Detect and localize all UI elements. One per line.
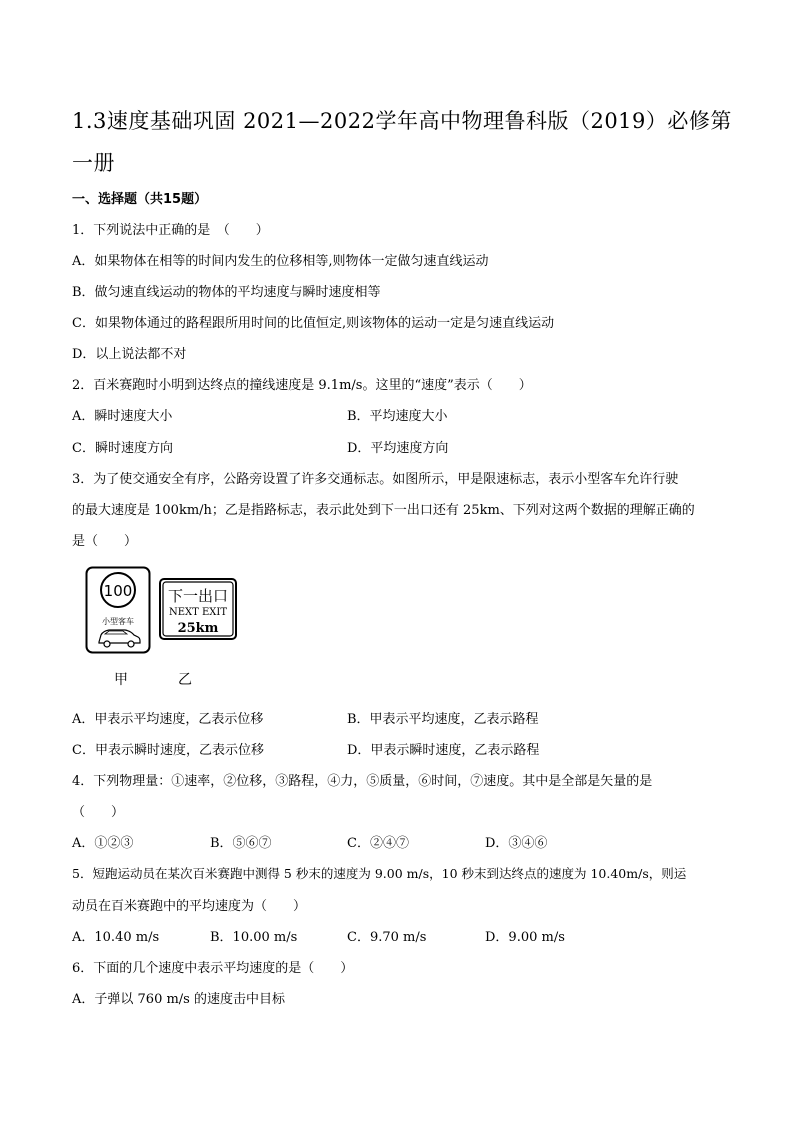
q5-option-b: B．10.00 m/s (210, 930, 298, 945)
exit-sign-title: 下一出口 (167, 587, 229, 605)
q2-stem: 2．百米赛跑时小明到达终点的撞线速度是 9.1m/s。这里的“速度”表示（ ） (72, 378, 532, 393)
q1-option-a: A．如果物体在相等的时间内发生的位移相等,则物体一定做匀速直线运动 (72, 254, 489, 269)
figure-caption-a: 甲 (114, 672, 128, 688)
q4-option-a: A．①②③ (72, 836, 134, 851)
q3-stem-line2: 的最大速度是 100km/h；乙是指路标志，表示此处到下一出口还有 25km、下列对这两个数据的理解正确的 (72, 503, 695, 518)
q3-option-a: A．甲表示平均速度，乙表示位移 (72, 712, 264, 727)
q4-option-b: B．⑤⑥⑦ (210, 836, 272, 851)
figure-caption-b: 乙 (178, 672, 192, 688)
q6-option-a: A．子弹以 760 m/s 的速度击中目标 (72, 992, 285, 1007)
q5-stem-line1: 5．短跑运动员在某次百米赛跑中测得 5 秒末的速度为 9.00 m/s，10 秒末到达终点的速度为 10.40m/s，则运 (72, 866, 687, 881)
q2-option-a: A．瞬时速度大小 (72, 409, 173, 424)
q1-option-c: C．如果物体通过的路程跟所用时间的比值恒定,则该物体的运动一定是匀速直线运动 (72, 316, 555, 331)
q5-option-c: C．9.70 m/s (347, 930, 427, 945)
q2-option-c: C．瞬时速度方向 (72, 441, 173, 456)
speed-limit-sign (85, 566, 151, 654)
q5-stem-line2: 动员在百米赛跑中的平均速度为（ ） (72, 899, 307, 914)
q1-option-d: D．以上说法都不对 (72, 347, 187, 362)
q3-option-d: D．甲表示瞬时速度，乙表示路程 (347, 743, 540, 758)
exit-sign (159, 578, 237, 640)
q3-stem-line1: 3．为了使交通安全有序，公路旁设置了许多交通标志。如图所示，甲是限速标志，表示小型客车允许行驶 (72, 472, 679, 487)
q1-option-b: B．做匀速直线运动的物体的平均速度与瞬时速度相等 (72, 285, 381, 300)
exit-sign-english: NEXT EXIT (168, 607, 228, 618)
q6-stem: 6．下面的几个速度中表示平均速度的是（ ） (72, 961, 354, 976)
q5-option-d: D．9.00 m/s (485, 930, 565, 945)
q1-stem: 1．下列说法中正确的是 （ ） (72, 223, 269, 238)
q4-option-d: D．③④⑥ (485, 836, 548, 851)
page-title: 1.3速度基础巩固 2021—2022学年高中物理鲁科版（2019）必修第一册 (72, 109, 732, 175)
q4-option-c: C．②④⑦ (347, 836, 409, 851)
speed-limit-value: 100 (103, 582, 133, 600)
vehicle-type-label: 小型客车 (102, 617, 134, 626)
section-heading: 一、选择题（共15题） (72, 192, 208, 207)
q3-option-b: B．甲表示平均速度，乙表示路程 (347, 712, 539, 727)
q4-stem-line1: 4．下列物理量：①速率，②位移，③路程，④力，⑤质量，⑥时间，⑦速度。其中是全部是矢量的是 (72, 774, 653, 789)
q3-option-c: C．甲表示瞬时速度，乙表示位移 (72, 743, 264, 758)
q2-option-d: D．平均速度方向 (347, 441, 449, 456)
q4-stem-line2: （ ） (72, 805, 125, 820)
exit-sign-distance: 25km (177, 621, 219, 636)
q3-stem-line3: 是（ ） (72, 534, 138, 549)
q5-option-a: A．10.40 m/s (72, 930, 160, 945)
q2-option-b: B．平均速度大小 (347, 409, 448, 424)
